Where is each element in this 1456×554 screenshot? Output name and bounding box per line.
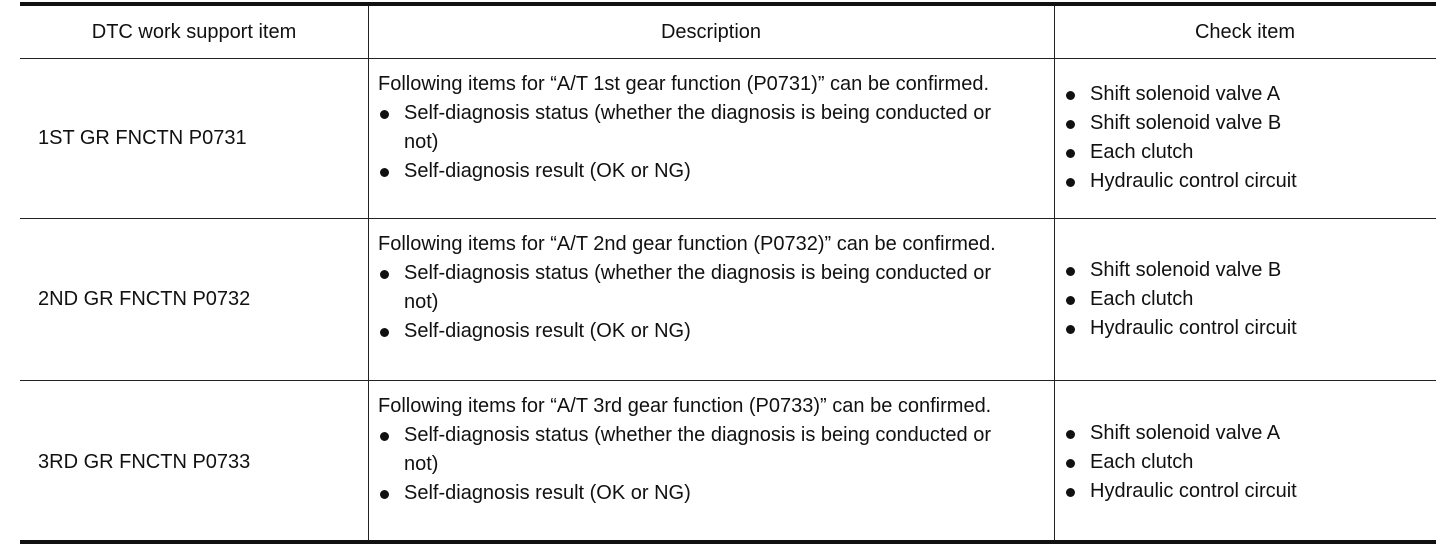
table-row	[20, 380, 1436, 544]
check-item-cell	[1054, 218, 1436, 380]
bullet-icon	[380, 270, 389, 279]
check-text: Shift solenoid valve B	[1090, 258, 1282, 281]
bullet-icon	[380, 328, 389, 337]
header-check-item: Check item	[1194, 20, 1296, 43]
check-list	[1064, 419, 1297, 506]
list-item	[378, 157, 1024, 186]
bullet-icon	[1066, 459, 1075, 468]
description-intro: Following items for “A/T 3rd gear function (P0733)” can be confirmed.	[378, 395, 992, 417]
check-text: Hydraulic control circuit	[1090, 479, 1297, 502]
list-item	[1064, 477, 1297, 506]
list-item	[1064, 109, 1297, 138]
description-cell	[368, 218, 1054, 380]
bullet-text: Self-diagnosis status (whether the diagnosis is being conducted or not)	[404, 262, 992, 313]
description-intro: Following items for “A/T 1st gear function (P0731)” can be confirmed.	[378, 73, 990, 95]
table-row	[20, 218, 1436, 380]
dtc-work-support-table	[20, 2, 1436, 544]
bullet-text: Self-diagnosis result (OK or NG)	[404, 320, 691, 342]
list-item	[1064, 419, 1297, 448]
work-support-item: 3RD GR FNCTN P0733	[38, 450, 251, 473]
bullet-text: Self-diagnosis status (whether the diagnosis is being conducted or not)	[404, 424, 992, 475]
bullet-text: Self-diagnosis status (whether the diagnosis is being conducted or not)	[404, 102, 992, 153]
check-text: Shift solenoid valve A	[1090, 83, 1281, 105]
list-item	[1064, 314, 1297, 343]
description-bullets	[378, 421, 1044, 508]
check-item-cell	[1054, 58, 1436, 218]
bullet-icon	[380, 168, 389, 177]
bullet-icon	[380, 110, 389, 119]
bullet-icon	[1066, 267, 1075, 276]
check-text: Shift solenoid valve A	[1090, 421, 1281, 444]
bullet-icon	[1066, 325, 1075, 334]
work-support-item: 1ST GR FNCTN P0731	[38, 126, 247, 149]
list-item	[1064, 167, 1297, 196]
description-cell	[368, 58, 1054, 218]
list-item	[378, 421, 1024, 479]
bullet-text: Self-diagnosis result (OK or NG)	[404, 160, 691, 182]
bullet-text: Self-diagnosis result (OK or NG)	[404, 482, 691, 504]
list-item	[378, 479, 1024, 508]
description-intro: Following items for “A/T 2nd gear function (P0732)” can be confirmed.	[378, 233, 996, 255]
bullet-icon	[1066, 430, 1075, 439]
list-item	[1064, 285, 1297, 314]
bullet-icon	[1066, 149, 1075, 158]
check-list	[1064, 256, 1297, 343]
check-text: Hydraulic control circuit	[1090, 170, 1297, 192]
list-item	[1064, 138, 1297, 167]
list-item	[1064, 448, 1297, 477]
header-item: DTC work support item	[91, 20, 297, 43]
bullet-icon	[380, 490, 389, 499]
list-item	[378, 259, 1024, 317]
bullet-icon	[1066, 488, 1075, 497]
check-item-cell	[1054, 380, 1436, 544]
list-item	[378, 99, 1024, 157]
bullet-icon	[380, 432, 389, 441]
bullet-icon	[1066, 91, 1075, 100]
description-cell	[368, 380, 1054, 544]
bullet-icon	[1066, 178, 1075, 187]
list-item	[378, 317, 1024, 346]
check-text: Each clutch	[1090, 141, 1194, 163]
description-bullets	[378, 99, 1044, 186]
table-row	[20, 58, 1436, 218]
check-text: Each clutch	[1090, 287, 1194, 310]
bullet-icon	[1066, 296, 1075, 305]
work-support-item: 2ND GR FNCTN P0732	[38, 287, 251, 310]
check-list	[1064, 80, 1297, 196]
check-text: Each clutch	[1090, 450, 1194, 473]
check-text: Shift solenoid valve B	[1090, 112, 1282, 134]
list-item	[1064, 256, 1297, 285]
list-item	[1064, 80, 1297, 109]
bullet-icon	[1066, 120, 1075, 129]
check-text: Hydraulic control circuit	[1090, 316, 1297, 339]
description-bullets	[378, 259, 1044, 346]
header-description: Description	[660, 20, 762, 43]
